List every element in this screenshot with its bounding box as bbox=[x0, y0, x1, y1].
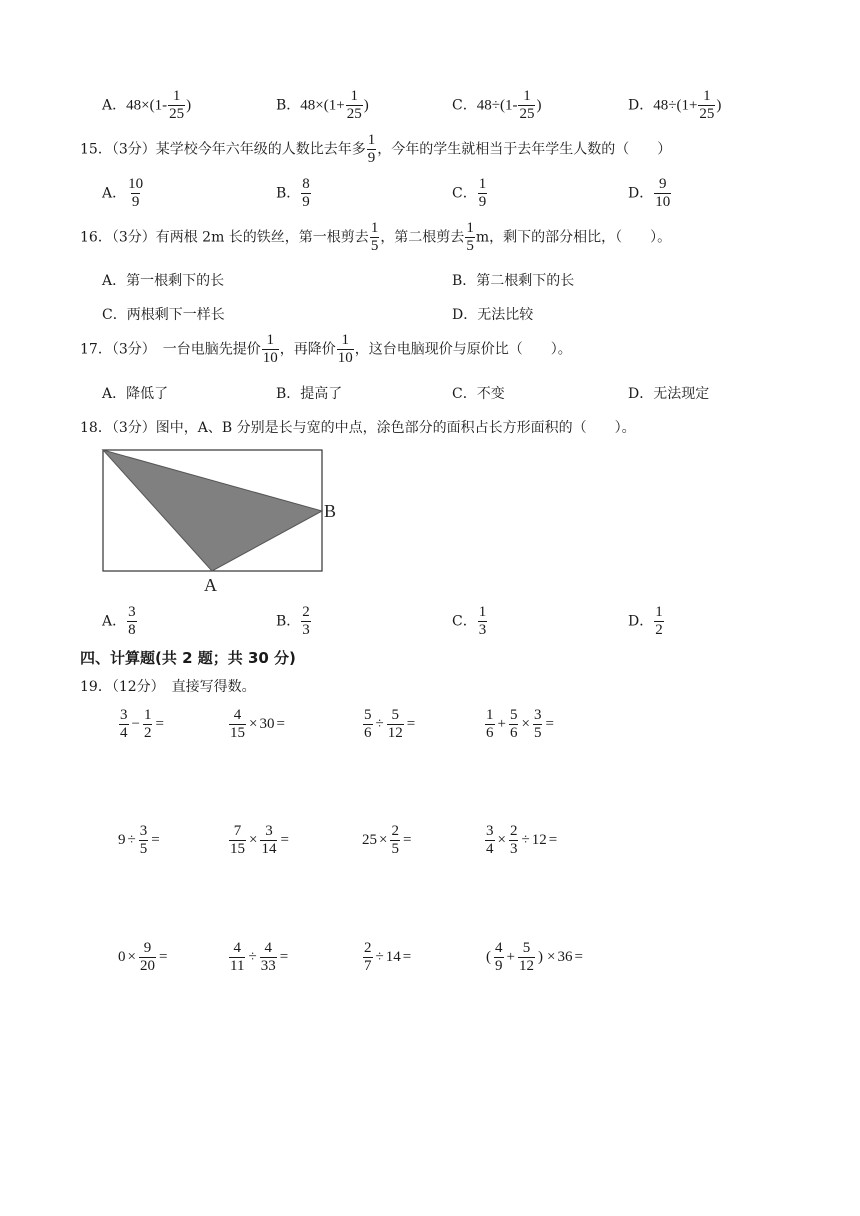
q16-stem bbox=[80, 220, 671, 255]
stem-text: ，再降价 bbox=[279, 341, 336, 358]
number: 0 bbox=[118, 949, 126, 965]
fraction bbox=[301, 604, 311, 639]
calc-item bbox=[362, 707, 417, 742]
fraction bbox=[260, 823, 277, 858]
denominator: 5 bbox=[533, 725, 542, 741]
option-prefix: 48÷(1+ bbox=[653, 97, 698, 114]
fraction bbox=[260, 940, 277, 975]
denominator: 10 bbox=[337, 350, 353, 366]
numerator: 1 bbox=[703, 88, 711, 104]
q18-option-b bbox=[276, 604, 312, 639]
denominator: 6 bbox=[364, 725, 372, 741]
denominator: 6 bbox=[486, 725, 494, 741]
operator: = bbox=[545, 716, 554, 732]
q17-stem bbox=[80, 332, 572, 367]
operator: ÷ bbox=[375, 949, 384, 965]
denominator: 15 bbox=[230, 725, 245, 741]
operator: = bbox=[402, 949, 412, 965]
number: 25 bbox=[362, 832, 377, 848]
option-prefix: 48×(1+ bbox=[300, 97, 345, 114]
numerator: 3 bbox=[265, 823, 273, 839]
fraction bbox=[139, 940, 156, 975]
denominator: 3 bbox=[302, 622, 310, 638]
fraction bbox=[494, 940, 504, 975]
denominator: 25 bbox=[169, 106, 185, 122]
operator: = bbox=[155, 716, 164, 732]
numerator: 9 bbox=[143, 940, 152, 956]
q17-option-b: B．提高了 bbox=[276, 386, 343, 402]
q16-option-d: D．无法比较 bbox=[452, 307, 534, 323]
option-label: A． bbox=[102, 97, 127, 114]
numerator: 1 bbox=[341, 332, 349, 348]
denominator: 25 bbox=[699, 106, 715, 122]
denominator: 10 bbox=[262, 350, 278, 366]
numerator: 1 bbox=[143, 707, 152, 723]
option-label: C． bbox=[452, 613, 477, 630]
number: 9 bbox=[118, 832, 126, 848]
numerator: 3 bbox=[139, 823, 148, 839]
calc-item bbox=[484, 940, 585, 975]
q16-option-a: A．第一根剩下的长 bbox=[102, 273, 225, 289]
fraction bbox=[518, 940, 535, 975]
operator: × bbox=[127, 949, 136, 965]
fraction bbox=[478, 604, 488, 639]
numerator: 4 bbox=[233, 707, 242, 723]
numerator: 1 bbox=[478, 604, 487, 620]
numerator: 5 bbox=[391, 707, 399, 723]
numerator: 9 bbox=[658, 176, 667, 192]
q18-stem: 18．（3分）图中，A、B 分别是长与宽的中点，涂色部分的面积占长方形面积的（ ）。 bbox=[80, 420, 636, 436]
denominator: 12 bbox=[387, 725, 403, 741]
fraction bbox=[509, 707, 519, 742]
denominator: 5 bbox=[466, 238, 474, 254]
shaded-triangle bbox=[103, 450, 322, 571]
denominator: 9 bbox=[367, 150, 376, 166]
numerator: 4 bbox=[233, 940, 241, 956]
fraction bbox=[139, 823, 149, 858]
option-label: B． bbox=[276, 613, 301, 630]
numerator: 1 bbox=[655, 604, 663, 620]
operator: ) bbox=[537, 949, 543, 965]
numerator: 4 bbox=[495, 940, 503, 956]
denominator: 5 bbox=[370, 238, 379, 254]
operator: = bbox=[402, 832, 412, 848]
operator: = bbox=[151, 832, 160, 848]
fraction bbox=[363, 940, 373, 975]
number: 14 bbox=[385, 949, 401, 965]
fraction bbox=[229, 823, 246, 858]
q16-option-b: B．第二根剩下的长 bbox=[452, 273, 575, 289]
numerator: 2 bbox=[391, 823, 399, 839]
denominator: 11 bbox=[230, 958, 245, 974]
operator: = bbox=[279, 949, 289, 965]
fraction bbox=[485, 823, 495, 858]
calc-item bbox=[362, 823, 413, 858]
q14-option-a bbox=[102, 88, 191, 123]
numerator: 5 bbox=[509, 707, 518, 723]
operator: ÷ bbox=[248, 949, 257, 965]
numerator: 3 bbox=[120, 707, 128, 723]
numerator: 2 bbox=[302, 604, 310, 620]
option-suffix: ) bbox=[363, 97, 369, 114]
calc-item bbox=[228, 707, 287, 742]
option-suffix: ) bbox=[716, 97, 722, 114]
operator: = bbox=[276, 716, 285, 732]
denominator: 4 bbox=[120, 725, 128, 741]
q15-option-c bbox=[452, 176, 488, 211]
denominator: 7 bbox=[364, 958, 372, 974]
operator: = bbox=[406, 716, 416, 732]
denominator: 33 bbox=[260, 958, 276, 974]
point-b-label: B bbox=[324, 501, 337, 521]
stem-text: 15．（3分）某学校今年六年级的人数比去年多 bbox=[80, 141, 366, 158]
numerator: 7 bbox=[233, 823, 242, 839]
operator: × bbox=[249, 832, 258, 848]
denominator: 9 bbox=[478, 194, 487, 210]
fraction bbox=[127, 604, 137, 639]
option-label: B． bbox=[276, 97, 301, 114]
q15-option-d bbox=[628, 176, 672, 211]
option-label: A． bbox=[102, 613, 127, 630]
operator: × bbox=[497, 832, 506, 848]
numerator: 1 bbox=[172, 88, 181, 104]
numerator: 1 bbox=[523, 88, 531, 104]
q18-option-d bbox=[628, 604, 665, 639]
numerator: 4 bbox=[264, 940, 272, 956]
fraction bbox=[533, 707, 543, 742]
fraction bbox=[346, 88, 363, 123]
calc-item bbox=[118, 823, 162, 858]
fraction bbox=[370, 220, 380, 255]
denominator: 2 bbox=[143, 725, 152, 741]
denominator: 4 bbox=[486, 841, 494, 857]
q19-stem: 19．（12分） 直接写得数。 bbox=[80, 679, 256, 695]
numerator: 1 bbox=[266, 332, 274, 348]
fraction bbox=[301, 176, 311, 211]
calc-item bbox=[228, 940, 290, 975]
denominator: 9 bbox=[302, 194, 310, 210]
fraction bbox=[143, 707, 153, 742]
fraction bbox=[168, 88, 185, 123]
numerator: 3 bbox=[533, 707, 542, 723]
numerator: 5 bbox=[522, 940, 531, 956]
stem-text: 16．（3分）有两根 2m 长的铁丝，第一根剪去 bbox=[80, 229, 369, 246]
denominator: 14 bbox=[261, 841, 277, 857]
q14-option-d bbox=[628, 88, 721, 123]
option-prefix: 48×(1- bbox=[126, 97, 168, 114]
operator: ÷ bbox=[127, 832, 136, 848]
section-title: 四、计算题(共 2 题；共 30 分) bbox=[80, 649, 296, 667]
numerator: 2 bbox=[509, 823, 518, 839]
denominator: 5 bbox=[391, 841, 399, 857]
q17-option-c: C．不变 bbox=[452, 386, 505, 402]
operator: ÷ bbox=[521, 832, 530, 848]
fraction bbox=[518, 88, 535, 123]
option-prefix: 48÷(1- bbox=[476, 97, 518, 114]
denominator: 12 bbox=[518, 958, 534, 974]
numerator: 3 bbox=[486, 823, 494, 839]
fraction bbox=[478, 176, 488, 211]
fraction bbox=[367, 132, 377, 167]
q18-figure bbox=[100, 446, 340, 596]
operator: = bbox=[158, 949, 168, 965]
operator: + bbox=[497, 716, 506, 732]
stem-text: ，今年的学生就相当于去年学生人数的（ ） bbox=[377, 141, 672, 158]
denominator: 5 bbox=[139, 841, 148, 857]
numerator: 10 bbox=[128, 176, 144, 192]
denominator: 8 bbox=[128, 622, 136, 638]
fraction bbox=[337, 332, 354, 367]
operator: × bbox=[546, 949, 556, 965]
point-a-label: A bbox=[204, 575, 217, 595]
numerator: 1 bbox=[486, 707, 494, 723]
stem-text: m，剩下的部分相比，（ ）。 bbox=[475, 229, 672, 246]
fraction bbox=[229, 707, 246, 742]
numerator: 1 bbox=[367, 132, 376, 148]
numerator: 8 bbox=[302, 176, 310, 192]
option-suffix: ) bbox=[536, 97, 542, 114]
denominator: 6 bbox=[509, 725, 518, 741]
calc-item bbox=[362, 940, 413, 975]
operator: ÷ bbox=[375, 716, 384, 732]
fraction bbox=[229, 940, 245, 975]
fraction bbox=[465, 220, 475, 255]
denominator: 2 bbox=[655, 622, 663, 638]
numerator: 3 bbox=[128, 604, 136, 620]
denominator: 3 bbox=[478, 622, 487, 638]
calc-item bbox=[118, 940, 169, 975]
operator: × bbox=[521, 716, 530, 732]
fraction bbox=[654, 176, 671, 211]
denominator: 3 bbox=[509, 841, 518, 857]
operator: = bbox=[280, 832, 289, 848]
q17-option-d: D．无法现定 bbox=[628, 386, 710, 402]
numerator: 5 bbox=[364, 707, 372, 723]
q16-option-c: C．两根剩下一样长 bbox=[102, 307, 225, 323]
stem-text: 17．（3分） 一台电脑先提价 bbox=[80, 341, 261, 358]
option-label: C． bbox=[452, 185, 477, 202]
option-label: A． bbox=[102, 185, 127, 202]
operator: − bbox=[131, 716, 140, 732]
q18-option-c bbox=[452, 604, 488, 639]
calc-item bbox=[118, 707, 166, 742]
q15-option-a bbox=[102, 176, 145, 211]
denominator: 9 bbox=[495, 958, 503, 974]
option-suffix: ) bbox=[186, 97, 192, 114]
q14-option-b bbox=[276, 88, 369, 123]
option-label: B． bbox=[276, 185, 301, 202]
fraction bbox=[509, 823, 519, 858]
calc-item bbox=[228, 823, 291, 858]
stem-text: ，这台电脑现价与原价比（ ）。 bbox=[354, 341, 572, 358]
numerator: 1 bbox=[350, 88, 358, 104]
option-label: D． bbox=[628, 97, 654, 114]
operator: × bbox=[249, 716, 258, 732]
numerator: 2 bbox=[364, 940, 372, 956]
operator: = bbox=[548, 832, 558, 848]
option-label: D． bbox=[628, 613, 654, 630]
denominator: 25 bbox=[346, 106, 362, 122]
fraction bbox=[119, 707, 129, 742]
operator: + bbox=[506, 949, 515, 965]
fraction bbox=[485, 707, 495, 742]
number: 12 bbox=[531, 832, 547, 848]
fraction bbox=[654, 604, 664, 639]
fraction bbox=[390, 823, 400, 858]
fraction bbox=[363, 707, 373, 742]
denominator: 9 bbox=[131, 194, 140, 210]
operator: ( bbox=[486, 949, 491, 965]
denominator: 20 bbox=[139, 958, 155, 974]
option-label: C． bbox=[452, 97, 477, 114]
calc-item bbox=[484, 823, 559, 858]
number: 36 bbox=[557, 949, 573, 965]
operator: = bbox=[574, 949, 583, 965]
denominator: 10 bbox=[655, 194, 671, 210]
fraction bbox=[698, 88, 715, 123]
numerator: 1 bbox=[478, 176, 487, 192]
numerator: 1 bbox=[466, 220, 474, 236]
fraction bbox=[127, 176, 144, 211]
q15-option-b bbox=[276, 176, 312, 211]
numerator: 1 bbox=[370, 220, 379, 236]
option-label: D． bbox=[628, 185, 654, 202]
q18-option-a bbox=[102, 604, 138, 639]
denominator: 25 bbox=[519, 106, 535, 122]
fraction bbox=[262, 332, 279, 367]
q14-option-c bbox=[452, 88, 541, 123]
fraction bbox=[387, 707, 404, 742]
number: 30 bbox=[259, 716, 275, 732]
denominator: 15 bbox=[230, 841, 245, 857]
q17-option-a: A．降低了 bbox=[102, 386, 169, 402]
calc-item bbox=[484, 707, 556, 742]
q15-stem bbox=[80, 132, 671, 167]
operator: × bbox=[379, 832, 388, 848]
stem-text: ，第二根剪去 bbox=[380, 229, 465, 246]
